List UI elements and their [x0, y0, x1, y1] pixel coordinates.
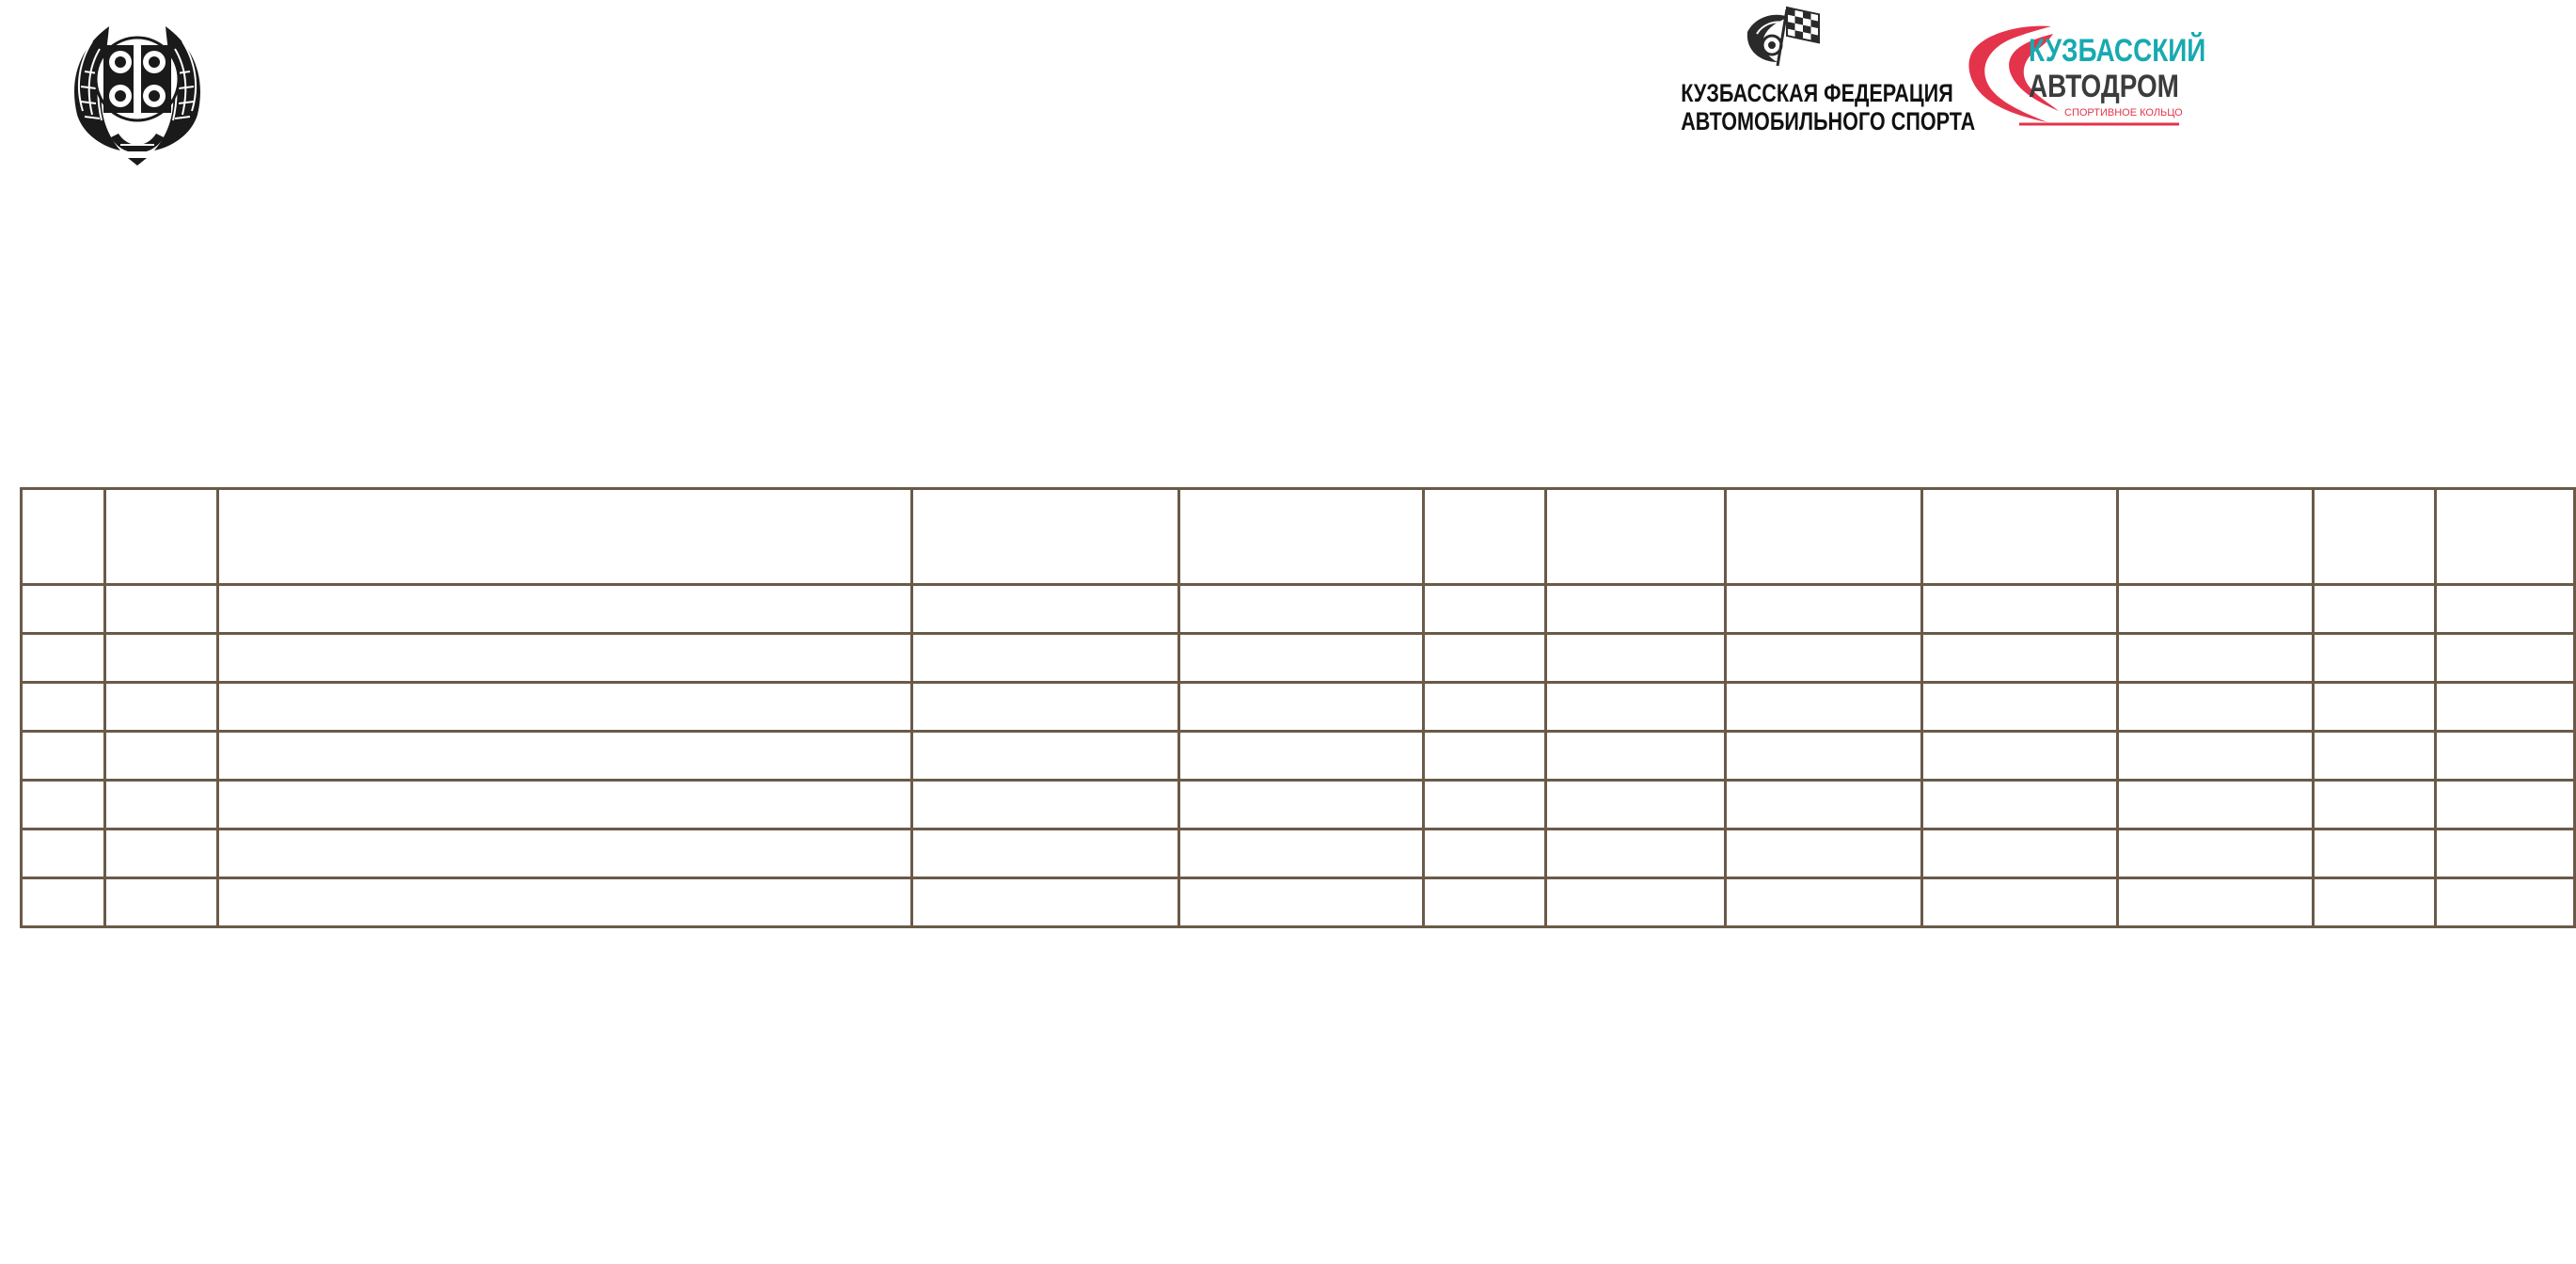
- table-header-row: [22, 489, 2575, 585]
- table-cell: [1921, 585, 2117, 634]
- table-cell: [911, 878, 1179, 927]
- table-cell: [217, 781, 911, 830]
- table-cell: [1726, 585, 1922, 634]
- table-cell: [1921, 830, 2117, 878]
- table-cell: [1179, 732, 1424, 781]
- table-cell: [2314, 683, 2436, 732]
- header-cell: [104, 489, 217, 585]
- table-cell: [2117, 634, 2314, 683]
- kfas-logo: [1655, 4, 1976, 143]
- table-cell: [911, 585, 1179, 634]
- table-cell: [2117, 878, 2314, 927]
- table-cell: [22, 634, 105, 683]
- table-cell: [1921, 781, 2117, 830]
- header-cell: [1921, 489, 2117, 585]
- table-cell: [104, 683, 217, 732]
- table-cell: [2117, 683, 2314, 732]
- table-cell: [2436, 585, 2575, 634]
- table-cell: [1726, 878, 1922, 927]
- results-table: [20, 487, 2576, 928]
- table-row: [22, 585, 2575, 634]
- table-cell: [1179, 585, 1424, 634]
- header-cell: [1423, 489, 1545, 585]
- table-cell: [217, 585, 911, 634]
- table-cell: [911, 634, 1179, 683]
- avtodrom-brand-line2: АВТОДРОМ: [2029, 69, 2179, 104]
- table-cell: [911, 781, 1179, 830]
- table-cell: [1545, 683, 1726, 732]
- table-cell: [2436, 634, 2575, 683]
- table-cell: [1921, 634, 2117, 683]
- table-cell: [1726, 683, 1922, 732]
- table-cell: [22, 781, 105, 830]
- header-cell: [2314, 489, 2436, 585]
- table-cell: [2436, 781, 2575, 830]
- table-cell: [2436, 830, 2575, 878]
- table-cell: [22, 683, 105, 732]
- table-cell: [2436, 683, 2575, 732]
- header-cell: [22, 489, 105, 585]
- table-cell: [2117, 585, 2314, 634]
- table-cell: [2436, 732, 2575, 781]
- table-cell: [911, 830, 1179, 878]
- raf-eagle-emblem-icon: [55, 17, 220, 167]
- table-cell: [104, 732, 217, 781]
- table-cell: [911, 683, 1179, 732]
- table-row: [22, 634, 2575, 683]
- table-row: [22, 878, 2575, 927]
- table-cell: [2314, 585, 2436, 634]
- avtodrom-brand-line1: КУЗБАССКИЙ: [2029, 33, 2206, 69]
- table-cell: [2314, 732, 2436, 781]
- table-row: [22, 830, 2575, 878]
- table-cell: [1179, 878, 1424, 927]
- header-cell: [1179, 489, 1424, 585]
- table-cell: [104, 585, 217, 634]
- table-cell: [22, 732, 105, 781]
- kfas-caption-line2: АВТОМОБИЛЬНОГО СПОРТА: [1681, 107, 1976, 135]
- table-cell: [104, 634, 217, 683]
- table-cell: [1179, 781, 1424, 830]
- table-cell: [1423, 781, 1545, 830]
- table-cell: [1423, 683, 1545, 732]
- table-cell: [1545, 830, 1726, 878]
- table-cell: [1726, 732, 1922, 781]
- table-cell: [1545, 732, 1726, 781]
- table-cell: [2314, 878, 2436, 927]
- table-cell: [1921, 732, 2117, 781]
- header-cell: [1726, 489, 1922, 585]
- kfas-caption: [1681, 79, 1976, 135]
- table-cell: [2436, 878, 2575, 927]
- table-cell: [2314, 634, 2436, 683]
- table-cell: [1423, 585, 1545, 634]
- table-cell: [1423, 830, 1545, 878]
- header-cell: [911, 489, 1179, 585]
- table-cell: [217, 683, 911, 732]
- raf-logo: [55, 17, 220, 167]
- table-cell: [1179, 683, 1424, 732]
- table-cell: [1545, 585, 1726, 634]
- racing-car-flag-emblem-icon: [1742, 4, 1823, 71]
- table-cell: [217, 878, 911, 927]
- table-cell: [217, 634, 911, 683]
- table-cell: [104, 878, 217, 927]
- header-cell: [2117, 489, 2314, 585]
- header-cell: [1545, 489, 1726, 585]
- table-cell: [2117, 830, 2314, 878]
- table-row: [22, 781, 2575, 830]
- header-cell: [217, 489, 911, 585]
- table-row: [22, 732, 2575, 781]
- table-cell: [2117, 732, 2314, 781]
- avtodrom-brand-line3: СПОРТИВНОЕ КОЛЬЦО: [2064, 107, 2183, 118]
- table-cell: [1423, 732, 1545, 781]
- table-cell: [1423, 634, 1545, 683]
- table-cell: [1179, 830, 1424, 878]
- table-cell: [104, 830, 217, 878]
- table-cell: [1726, 781, 1922, 830]
- table-cell: [1179, 634, 1424, 683]
- table-cell: [217, 732, 911, 781]
- table-cell: [1545, 634, 1726, 683]
- table-cell: [2117, 781, 2314, 830]
- kfas-caption-line1: КУЗБАССКАЯ ФЕДЕРАЦИЯ: [1681, 79, 1953, 107]
- table-cell: [22, 830, 105, 878]
- table-cell: [1726, 830, 1922, 878]
- table-cell: [1921, 683, 2117, 732]
- table-cell: [1921, 878, 2117, 927]
- table-cell: [1545, 878, 1726, 927]
- header-cell: [2436, 489, 2575, 585]
- table-cell: [911, 732, 1179, 781]
- table-cell: [2314, 830, 2436, 878]
- table-row: [22, 683, 2575, 732]
- table-cell: [22, 878, 105, 927]
- table-cell: [1423, 878, 1545, 927]
- table-cell: [217, 830, 911, 878]
- table-cell: [1726, 634, 1922, 683]
- avtodrom-logo: [1961, 21, 2206, 134]
- table-cell: [1545, 781, 1726, 830]
- table-cell: [104, 781, 217, 830]
- table-cell: [2314, 781, 2436, 830]
- table-cell: [22, 585, 105, 634]
